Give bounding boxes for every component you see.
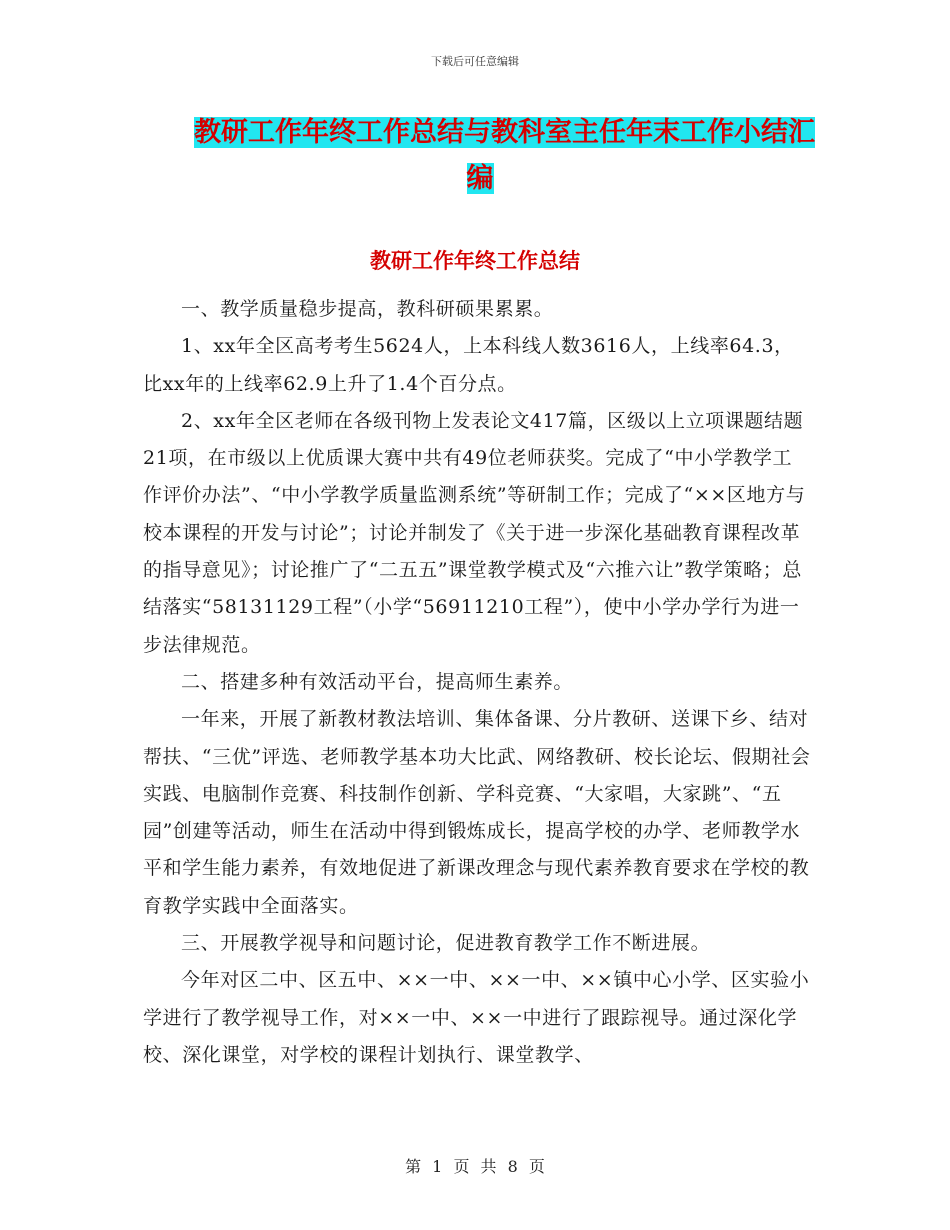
paragraph: 今年对区二中、区五中、××一中、××一中、××镇中心小学、区实验小学进行了教学视导工作，对××一中、××一中进行了跟踪视导。通过深化学校、深化课堂，对学校的课程计划执行、课堂教学、 bbox=[143, 969, 810, 1066]
paragraph: 1、xx年全区高考考生5624人，上本科线人数3616人，上线率64.3，比xx年的上线率62.9上升了1.4个百分点。 bbox=[143, 335, 794, 395]
paragraph: 一年来，开展了新教材教法培训、集体备课、分片教研、送课下乡、结对帮扶、“三优”评选、老师教学基本功大比武、网络教研、校长论坛、假期社会实践、电脑制作竞赛、科技制作创新、学科竞赛、“大家唱，大家跳”、“五园”创建等活动，师生在活动中得到锻炼成长，提高学校的办学、老师教学水平和学生能力素养，有效地促进了新课改理念与现代素养教育要求在学校的教育教学实践中全面落实。 bbox=[143, 708, 811, 917]
title-line-2: 编 bbox=[466, 163, 494, 194]
document-title bbox=[140, 110, 820, 202]
title-line-1: 教研工作年终工作总结与教科室主任年末工作小结汇 bbox=[194, 117, 815, 148]
paragraph: 一、教学质量稳步提高，教科研硕果累累。 bbox=[181, 298, 554, 320]
paragraph: 二、搭建多种有效活动平台，提高师生素养。 bbox=[181, 670, 574, 693]
paragraph: 2、xx年全区老师在各级刊物上发表论文417篇，区级以上立项课题结题21项，在市级以上优质课大赛中共有49位老师获奖。完成了“中小学教学工作评价办法”、“中小学教学质量监测系统”等研制工作；完成了“××区地方与校本课程的开发与讨论”；讨论并制发了《关于进一步深化基础教育课程改革的指导意见》；讨论推广了“二五五”课堂教学模式及“六推六让”教学策略；总结落实“58131129工程”（小学“56911210工程”），使中小学办学行为进一步法律规范。 bbox=[143, 409, 806, 656]
section-title: 教研工作年终工作总结 bbox=[370, 248, 580, 273]
header-note: 下载后可任意编辑 bbox=[431, 55, 519, 68]
paragraph: 三、开展教学视导和问题讨论，促进教育教学工作不断进展。 bbox=[181, 932, 711, 955]
body-text bbox=[143, 291, 811, 1074]
page-footer: 第 1 页 共 8 页 bbox=[405, 1157, 545, 1176]
